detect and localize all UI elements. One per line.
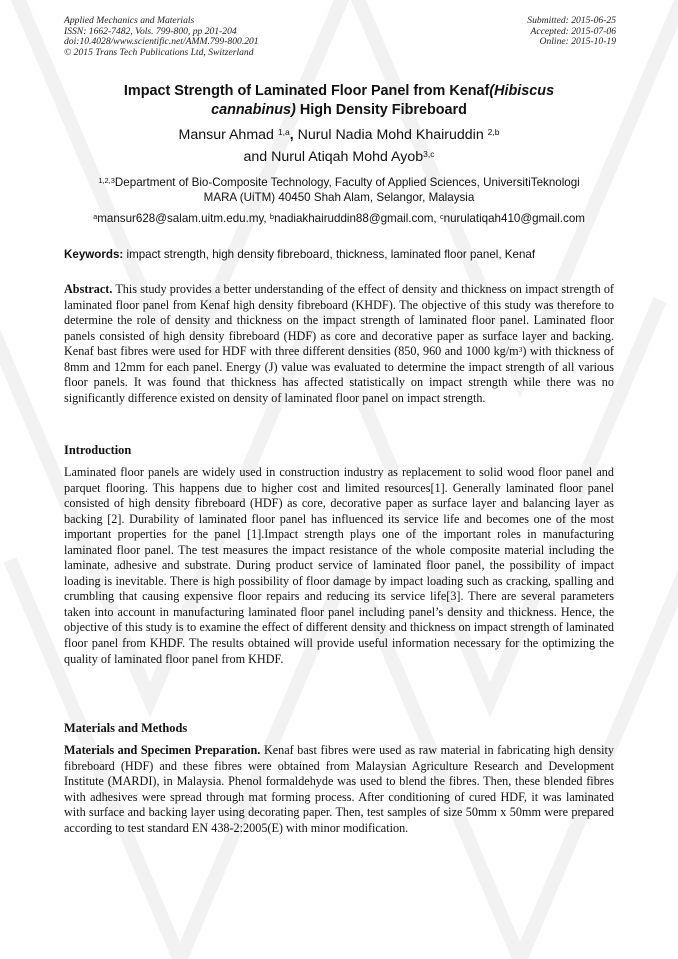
submitted-date: Submitted: 2015-06-25 (527, 15, 616, 26)
keywords-line (64, 247, 614, 262)
issn-line: ISSN: 1662-7482, Vols. 799-800, pp 201-204 (64, 25, 237, 37)
methods-subheading: Materials and Specimen Preparation. (64, 743, 261, 757)
paper-title: Impact Strength of Laminated Floor Panel from Kenaf(Hibiscus cannabinus) High Density Fibreboard (123, 83, 555, 118)
keywords-label: Keywords: (64, 248, 124, 261)
email-link[interactable]: mansur628@salam.uitm.edu.my, (97, 212, 270, 225)
online-date: Online: 2015-10-19 (539, 36, 616, 48)
doi-line: doi:10.4028/www.scientific.net/AMM.799-800.201 (64, 36, 259, 48)
affiliation: $^{1,2,3}$Department of Bio-Composite Technology, Faculty of Applied Sciences, UniversitiTeknologi MARA (UiTM) 40450 Shah Alam, Selangor, Malaysia (98, 176, 580, 204)
email-link[interactable]: nurulatiqah410@gmail.com (443, 212, 585, 225)
methods-paragraph: Materials and Specimen Preparation. Kenaf bast fibres were used as raw material in fabricating high density fibreboard (HDF) and these fibres were obtained from Malaysian Agriculture Research and Development Institute (MARDI), in Malaysia. Phenol formaldehyde was used to blend the fibres. Then, these blended fibres with adhesives were spread through mat forming process. After conditioning of cured HDF, it was laminated with surface and backing layer using decorating paper. Then, test samples of size 50mm x 50mm were prepared according to test standard EN 438-2:2005(E) with minor modification. (64, 743, 614, 835)
abstract-paragraph: Abstract. This study provides a better understanding of the effect of density and thickness on impact strength of laminated floor panel from Kenaf high density fibreboard (KHDF). The objective of this study was therefore to determine the role of density and thickness on the impact strength of laminated floor panel. Laminated floor panels consisted of high density fibreboard (HDF) as core and decorative paper as surface layer and backing. Kenaf bast fibres were used for HDF with three different densities (850, 960 and 1000 $kg/m^3$) with thickness of 8mm and 12mm for each panel. Energy (J) value was evaluated to determine the impact strength of all various floor panels. It was found that thickness has affected statistically on impact strength while there was no significantly difference existed on density of laminated floor panel on impact strength. (64, 282, 614, 405)
journal-name: Applied Mechanics and Materials (64, 15, 195, 26)
copyright-line: © 2015 Trans Tech Publications Ltd, Switzerland (64, 46, 254, 58)
accepted-date: Accepted: 2015-07-06 (530, 25, 616, 37)
introduction-heading: Introduction (64, 443, 132, 457)
methods-heading: Materials and Methods (64, 721, 188, 735)
email-link[interactable]: nadiakhairuddin88@gmail.com, (274, 212, 440, 225)
author-list: Mansur Ahmad $^{1,a}$, Nurul Nadia Mohd Khairuddin $^{2,b}$ and Nurul Atiqah Mohd Ayob$^{3,c}$ (178, 127, 500, 165)
author-emails: $^a$mansur628@salam.uitm.edu.my, $^b$nadiakhairuddin88@gmail.com, $^c$nurulatiqah410@gmail.com (93, 212, 585, 225)
journal-header (64, 16, 259, 58)
keywords-text: impact strength, high density fibreboard, thickness, laminated floor panel, Kenaf (123, 248, 536, 261)
introduction-paragraph: Laminated floor panels are widely used in construction industry as replacement to solid wood floor panel and parquet flooring. This happens due to higher cost and limited resources[1]. Generally laminated floor panel consisted of high density fibreboard (HDF) as core, decorative paper as surface layer and balancing layer as backing [2]. Durability of laminated floor panel has influenced its service life and becomes one of the most important properties for the panel [1].Impact strength plays one of the important roles in manufacturing laminated floor panel. The test measures the impact resistance of the whole composite material including the laminate, adhesive and substrate. During product service of laminated floor panel, the possibility of impact loading is inevitable. There is high possibility of floor damage by impact loading such as cracking, spalling and crumbling that causing expensive floor repairs and reducing its service life[3]. There are several parameters taken into account in manufacturing laminated floor panel including panel’s density and thickness. Hence, the objective of this study is to examine the effect of different density and thickness on impact strength of laminated floor panel from KHDF. The results obtained will provide useful information necessary for the optimizing the quality of laminated floor panel from KHDF. (64, 465, 614, 666)
abstract-label: Abstract. (64, 282, 113, 296)
dates-header (527, 16, 616, 48)
